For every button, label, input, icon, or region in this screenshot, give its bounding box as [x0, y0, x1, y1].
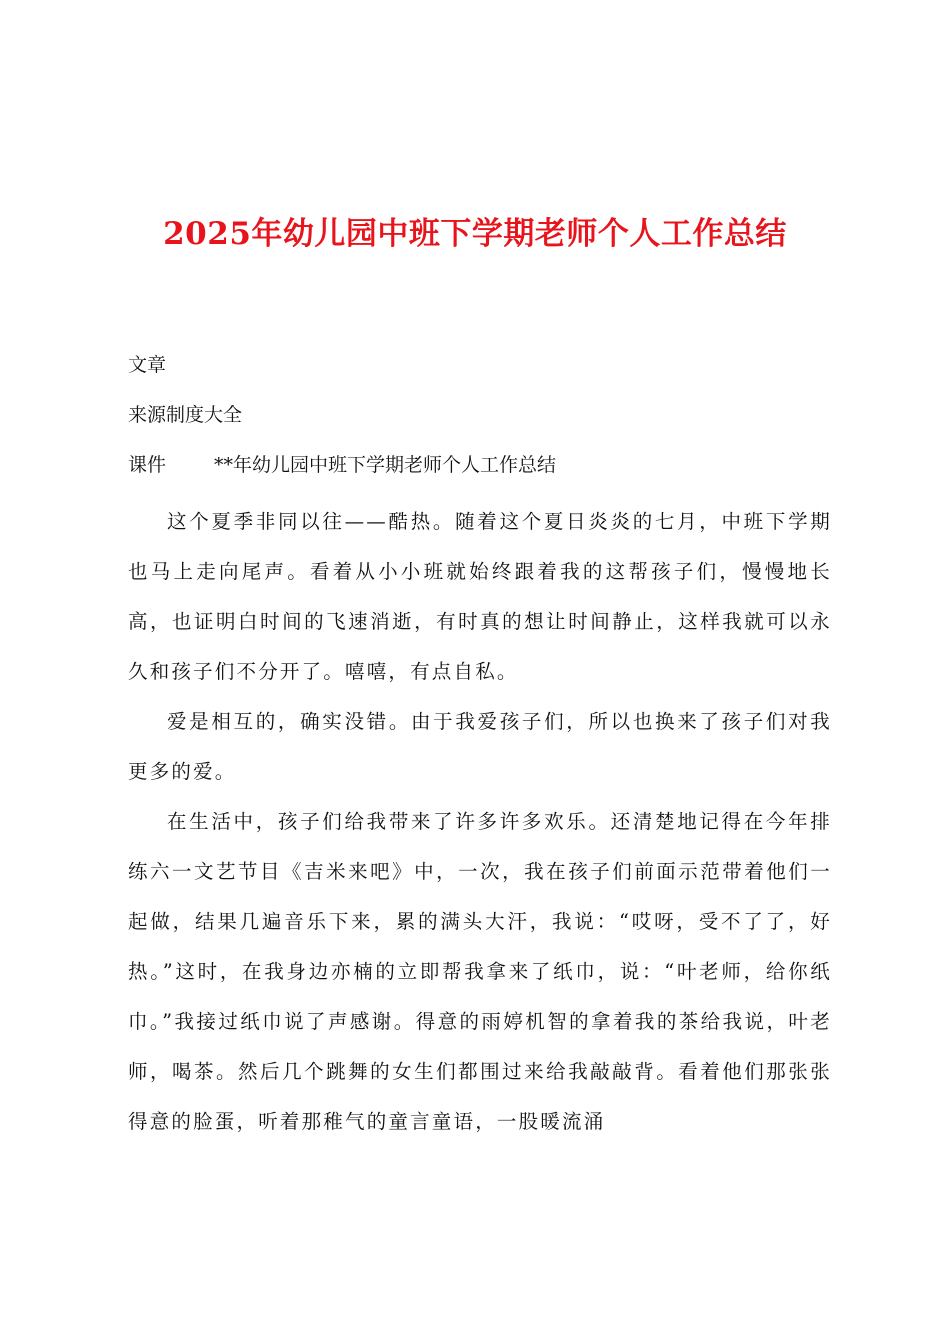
meta-courseware-text: **年幼儿园中班下学期老师个人工作总结 [214, 454, 557, 476]
paragraph-1: 这个夏季非同以往——酷热。随着这个夏日炎炎的七月，中班下学期也马上走向尾声。看着从小小班就始终跟着我的这帮孩子们，慢慢地长高，也证明白时间的飞速消逝，有时真的想让时间静止，这样我就可以永久和孩子们不分开了。嘻嘻，有点自私。 [128, 510, 832, 683]
meta-courseware-label: 课件 [128, 454, 167, 476]
paragraph-2: 爱是相互的，确实没错。由于我爱孩子们，所以也换来了孩子们对我更多的爱。 [128, 710, 832, 783]
paragraph-3: 在生活中，孩子们给我带来了许多许多欢乐。还清楚地记得在今年排练六一文艺节目《吉米来吧》中，一次，我在孩子们前面示范带着他们一起做，结果几遍音乐下来，累的满头大汗，我说：“哎呀，受不了了，好热。”这时，在我身边亦楠的立即帮我拿来了纸巾，说：“叶老师，给你纸巾。”我接过纸巾说了声感谢。得意的雨婷机智的拿着我的茶给我说，叶老师，喝茶。然后几个跳舞的女生们都围过来给我敲敲背。看着他们那张张得意的脸蛋，听着那稚气的童言童语，一股暖流涌 [128, 810, 832, 1133]
document-title: 2025年幼儿园中班下学期老师个人工作总结 [163, 216, 787, 252]
meta-source-label: 来源制度大全 [128, 404, 243, 426]
meta-article-label: 文章 [128, 354, 167, 376]
meta-courseware-line [128, 450, 556, 480]
document-body [128, 497, 832, 1147]
